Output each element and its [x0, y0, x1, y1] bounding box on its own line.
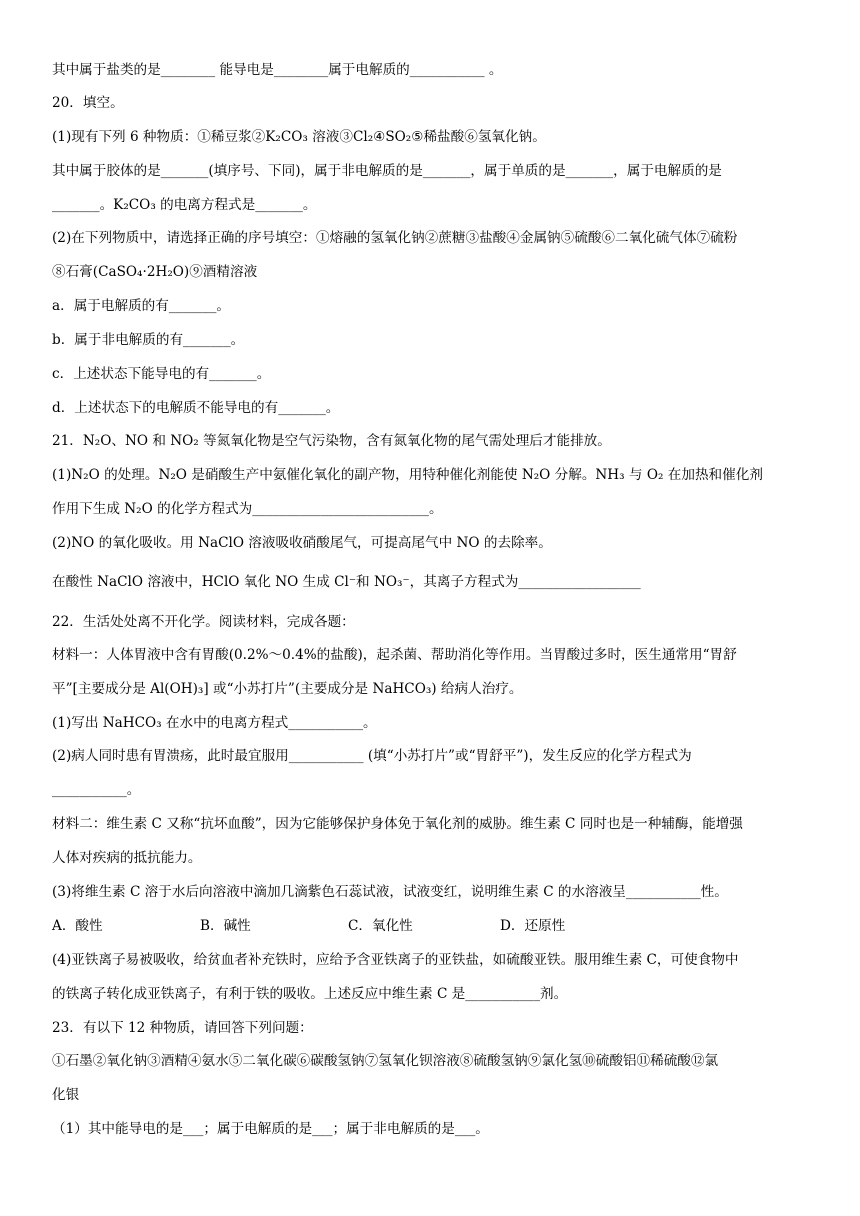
q22-part4-line: 的铁离子转化成亚铁离子，有利于铁的吸收。上述反应中维生素 C 是___________剂。 [52, 986, 568, 1002]
q20-item-d: d．上述状态下的电解质不能导电的有_______。 [52, 400, 340, 416]
question-22-title: 22．生活处处离不开化学。阅读材料，完成各题： [52, 614, 355, 630]
q20-part1-stem: (1)现有下列 6 种物质：①稀豆浆②K₂CO₃ 溶液③Cl₂④SO₂⑤稀盐酸⑥氢氧化钠。 [52, 129, 546, 145]
q22-part2-line: (2)病人同时患有胃溃疡，此时最宜服用___________ (填“小苏打片”或“胃舒平”)，发生反应的化学方程式为 [52, 748, 692, 764]
answer-blank: ________ [160, 62, 216, 78]
q23-part1-line: （1）其中能导电的是___；属于电解质的是___；属于非电解质的是___。 [52, 1121, 489, 1137]
q22-part1-line: (1)写出 NaHCO₃ 在水中的电离方程式___________。 [52, 715, 377, 731]
q20-item-b: b．属于非电解质的有_______。 [52, 332, 245, 348]
q22-part4-line: (4)亚铁离子易被吸收，给贫血者补充铁时，应给予含亚铁离子的亚铁盐，如硫酸亚铁。服用维生素 C，可使食物中 [52, 952, 739, 968]
option-d: D．还原性 [500, 918, 566, 934]
q21-part2-line: (2)NO 的氧化吸收。用 NaClO 溶液吸收硝酸尾气，可提高尾气中 NO 的去除率。 [52, 535, 552, 551]
answer-blank: ___________ [409, 62, 485, 78]
q20-part1-line: _______。K₂CO₃ 的电离方程式是_______。 [52, 197, 317, 213]
q21-part2-line: 在酸性 NaClO 溶液中，HClO 氧化 NO 生成 Cl⁻和 NO₃⁻，其离子方程式为__________________ [52, 574, 641, 590]
q23-substance-list: ①石墨②氧化钠③酒精④氨水⑤二氧化碳⑥碳酸氢钠⑦氢氧化钡溶液⑧硫酸氢钠⑨氯化氢⑩硫酸铝⑪稀硫酸⑫氯 [52, 1053, 719, 1069]
q22-material2-line: 人体对疾病的抵抗能力。 [52, 850, 202, 866]
q21-part1-line: 作用下生成 N₂O 的化学方程式为__________________________。 [52, 501, 443, 517]
question-21-title: 21．N₂O、NO 和 NO₂ 等氮氧化物是空气污染物，含有氮氧化物的尾气需处理后才能排放。 [52, 433, 611, 449]
q20-part2-stem: (2)在下列物质中，请选择正确的序号填空：①熔融的氢氧化钠②蔗糖③盐酸④金属钠⑤硫酸⑥二氧化硫气体⑦硫粉 [52, 230, 738, 246]
answer-blank: ________ [273, 62, 329, 78]
q22-material1-line: 平”[主要成分是 Al(OH)₃] 或“小苏打片”(主要成分是 NaHCO₃) 给病人治疗。 [52, 681, 523, 697]
q21-part1-line: (1)N₂O 的处理。N₂O 是硝酸生产中氨催化氧化的副产物，用特种催化剂能使 N₂O 分解。NH₃ 与 O₂ 在加热和催化剂 [52, 467, 763, 483]
q20-part1-line: 其中属于胶体的是_______(填序号、下同)，属于非电解质的是_______，属于单质的是_______，属于电解质的是 [52, 163, 722, 179]
q22-part2-line: ___________。 [52, 782, 141, 798]
text-segment: 其中属于盐类的是 [52, 62, 161, 78]
q22-material2-line: 材料二：维生素 C 又称“抗坏血酸”，因为它能够保护身体免于氧化剂的威胁。维生素 C 同时也是一种辅酶，能增强 [52, 816, 743, 832]
text-line-q19-tail [52, 60, 812, 80]
option-b: B．碱性 [200, 918, 251, 934]
q20-part2-line: ⑧石膏(CaSO₄·2H₂O)⑨酒精溶液 [52, 264, 258, 280]
q22-part3-line: (3)将维生素 C 溶于水后向溶液中滴加几滴紫色石蕊试液，试液变红，说明维生素 C 的水溶液呈___________性。 [52, 884, 728, 900]
q20-item-a: a．属于电解质的有_______。 [52, 298, 231, 314]
text-segment: 。 [484, 62, 503, 78]
question-20-title: 20．填空。 [52, 95, 124, 111]
text-segment: 属于电解质的 [328, 62, 410, 78]
q23-substance-list: 化银 [52, 1087, 80, 1103]
text-segment: 能导电是 [215, 62, 274, 78]
q20-item-c: c．上述状态下能导电的有_______。 [52, 366, 271, 382]
option-c: C．氧化性 [348, 918, 413, 934]
question-23-title: 23．有以下 12 种物质，请回答下列问题： [52, 1020, 313, 1036]
q22-material1-line: 材料一：人体胃液中含有胃酸(0.2%～0.4%的盐酸)，起杀菌、帮助消化等作用。当胃酸过多时，医生通常用“胃舒 [52, 647, 737, 663]
option-a: A．酸性 [52, 918, 103, 934]
